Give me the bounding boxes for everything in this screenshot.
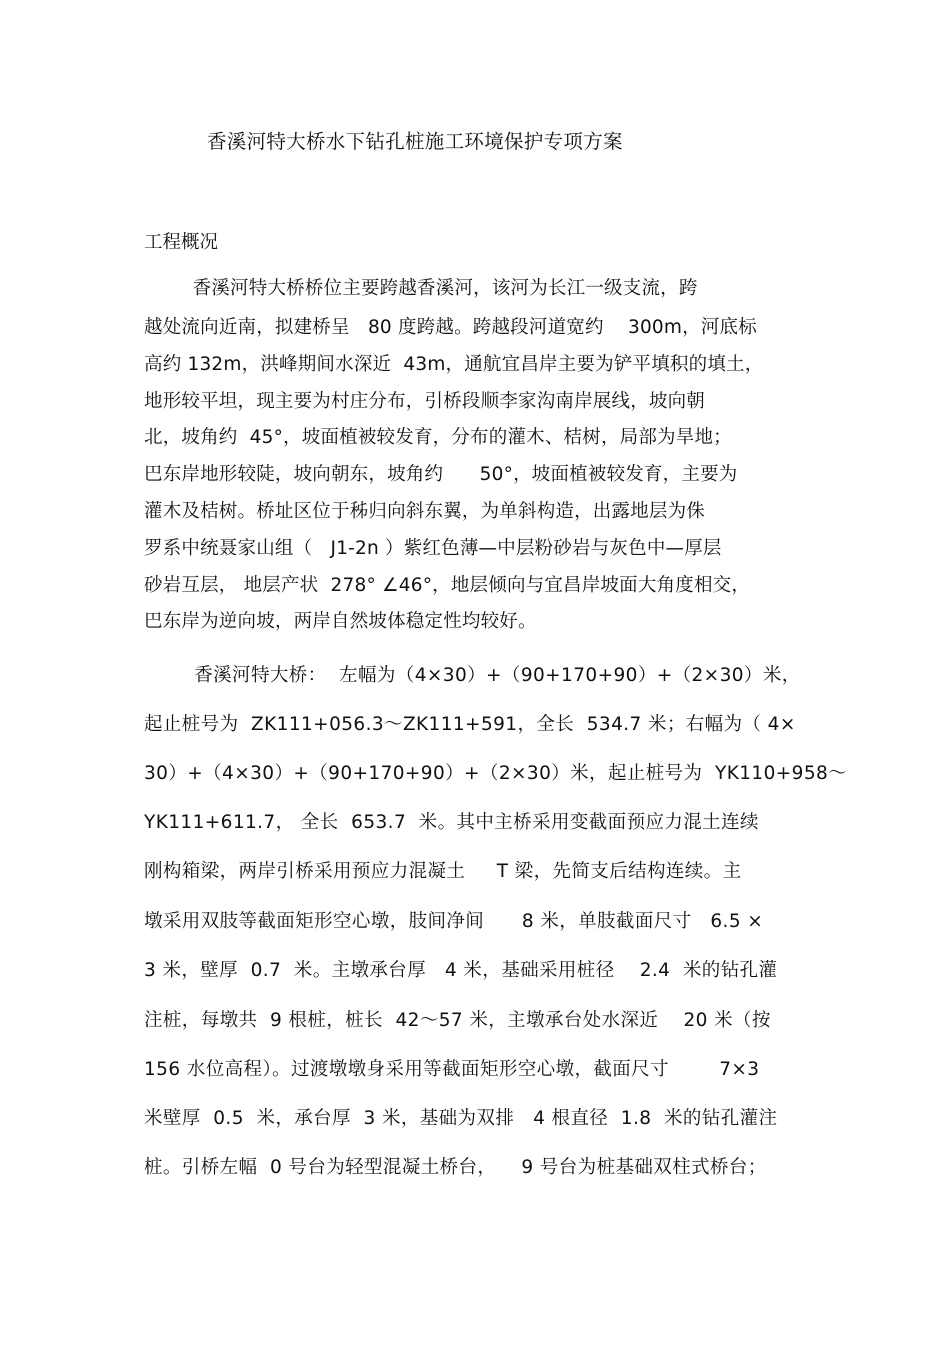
- text-line: 桩。引桥左幅 0 号台为轻型混凝土桥台， 9 号台为桩基础双柱式桥台；: [144, 1157, 767, 1178]
- text-line: 墩采用双肢等截面矩形空心墩，肢间净间 8 米，单肢截面尺寸 6.5 ×: [144, 911, 764, 932]
- text-line: 注桩，每墩共 9 根桩，桩长 42～57 米，主墩承台处水深近 20 米（按: [144, 1010, 771, 1031]
- text-line: 刚构箱梁，两岸引桥采用预应力混凝土 T 梁，先简支后结构连续。主: [144, 861, 742, 882]
- text-line: 米壁厚 0.5 米，承台厚 3 米，基础为双排 4 根直径 1.8 米的钻孔灌注: [144, 1108, 778, 1129]
- text-line: 香溪河特大桥： 左幅为（4×30）+（90+170+90）+（2×30）米，: [144, 665, 801, 686]
- text-line: 香溪河特大桥桥位主要跨越香溪河，该河为长江一级支流，跨: [144, 278, 698, 299]
- text-line: YK111+611.7， 全长 653.7 米。其中主桥采用变截面预应力混土连续: [144, 812, 759, 833]
- text-line: 高约 132m，洪峰期间水深近 43m，通航宜昌岸主要为铲平填积的填土，: [144, 354, 764, 375]
- text-line: 巴东岸地形较陡，坡向朝东，坡角约 50°，坡面植被较发育，主要为: [144, 464, 738, 485]
- text-line: 罗系中统聂家山组（ J1-2n ）紫红色薄—中层粉砂岩与灰色中—厚层: [144, 538, 722, 559]
- text-line: 地形较平坦，现主要为村庄分布，引桥段顺李家沟南岸展线，坡向朝: [144, 391, 706, 412]
- text-line: 30）+（4×30）+（90+170+90）+（2×30）米，起止桩号为 YK110+958～: [144, 763, 848, 784]
- text-line: 3 米，壁厚 0.7 米。主墩承台厚 4 米，基础采用桩径 2.4 米的钻孔灌: [144, 960, 778, 981]
- text-line: 越处流向近南，拟建桥呈 80 度跨越。跨越段河道宽约 300m，河底标: [144, 317, 757, 338]
- text-line: 156 水位高程）。过渡墩墩身采用等截面矩形空心墩，截面尺寸 7×3: [144, 1059, 760, 1080]
- section-heading: 工程概况: [144, 232, 219, 253]
- text-line: 起止桩号为 ZK111+056.3～ZK111+591，全长 534.7 米；右幅为（ 4×: [144, 714, 796, 735]
- text-line: 灌木及桔树。桥址区位于秭归向斜东翼，为单斜构造，出露地层为侏: [144, 501, 706, 522]
- text-line: 北，坡角约 45°，坡面植被较发育，分布的灌木、桔树，局部为旱地；: [144, 427, 732, 448]
- document-title: 香溪河特大桥水下钻孔桩施工环境保护专项方案: [207, 130, 623, 153]
- text-line: 砂岩互层， 地层产状 278° ∠46°，地层倾向与宜昌岸坡面大角度相交，: [144, 575, 751, 596]
- text-line: 巴东岸为逆向坡，两岸自然坡体稳定性均较好。: [144, 611, 537, 632]
